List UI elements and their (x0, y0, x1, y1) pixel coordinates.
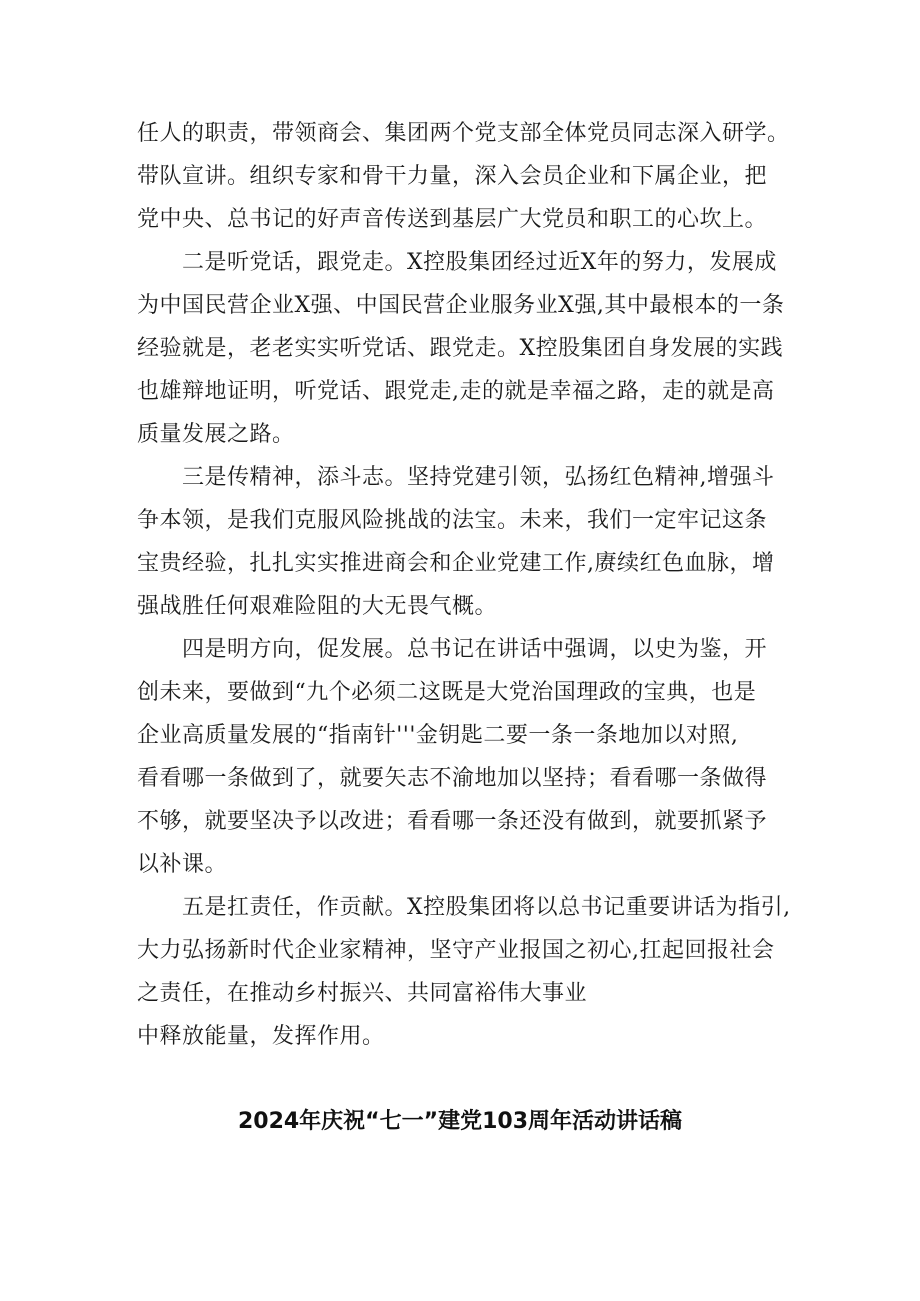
text-line: 看看哪一条做到了，就要矢志不渝地加以坚持；看看哪一条做得 (137, 766, 768, 791)
text-line: 创未来，要做到“九个必须二这既是大党治国理政的宝典，也是 (137, 680, 757, 705)
text-line: 不够，就要坚决予以改进；看看哪一条还没有做到，就要抓紧予 (137, 809, 768, 834)
paragraph-2 (137, 241, 797, 456)
text-line: 任人的职责，带领商会、集团两个党支部全体党员同志深入研学。 (137, 121, 790, 146)
text-line: 质量发展之路。 (137, 422, 295, 447)
paragraph-3 (137, 456, 797, 628)
text-line: 带队宣讲。组织专家和骨干力量，深入会员企业和下属企业，把 (137, 164, 768, 189)
text-line: 五是扛责任，作贡献。X控股集团将以总书记重要讲话为指引, (137, 895, 791, 920)
text-line: 二是听党话，跟党走。X控股集团经过近X年的努力，发展成 (137, 250, 777, 275)
text-line: 四是明方向，促发展。总书记在讲话中强调，以史为鉴，开 (137, 637, 768, 662)
text-line: 党中央、总书记的好声音传送到基层广大党员和职工的心坎上。 (137, 207, 768, 232)
text-line: 宝贵经验，扎扎实实推进商会和企业党建工作,赓续红色血脉，增 (137, 551, 775, 576)
text-line: 企业高质量发展的“指南针'''金钥匙二要一条一条地加以对照, (137, 723, 739, 748)
paragraph-4 (137, 628, 797, 886)
text-line: 强战胜任何艰难险阻的大无畏气概。 (137, 594, 498, 619)
text-line: 为中国民营企业X强、中国民营企业服务业X强,其中最根本的一条 (137, 293, 785, 318)
text-line: 之责任，在推动乡村振兴、共同富裕伟大事业 (137, 981, 588, 1006)
text-line: 三是传精神，添斗志。坚持党建引领，弘扬红色精神,增强斗 (137, 465, 775, 490)
text-line: 中释放能量，发挥作用。 (137, 1024, 385, 1049)
section-heading: 2024年庆祝“七一”建党103周年活动讲话稿 (237, 1109, 683, 1134)
text-line: 大力弘扬新时代企业家精神，坚守产业报国之初心,扛起回报社会 (137, 938, 775, 963)
paragraph-1 (137, 112, 797, 241)
body-text (137, 112, 797, 1058)
text-line: 争本领，是我们克服风险挑战的法宝。未来，我们一定牢记这条 (137, 508, 768, 533)
text-line: 以补课。 (137, 852, 228, 877)
text-line: 也雄辩地证明，听党话、跟党走,走的就是幸福之路，走的就是高 (137, 379, 775, 404)
text-line: 经验就是，老老实实听党话、跟党走。X控股集团自身发展的实践 (137, 336, 784, 361)
paragraph-5 (137, 886, 797, 1058)
